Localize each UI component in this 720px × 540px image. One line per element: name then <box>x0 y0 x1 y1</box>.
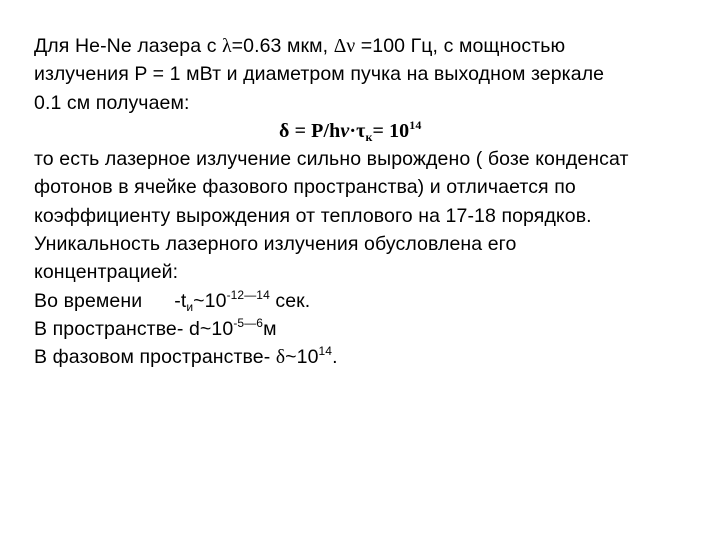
time-label: Во времени <box>34 289 143 312</box>
phase-unit: . <box>332 346 338 369</box>
intro-text-b: =0.63 мкм, <box>231 35 334 57</box>
space-concentration-line <box>34 315 704 343</box>
intro-line-1 <box>34 32 704 60</box>
explanation-line-1: то есть лазерное излучение сильно вырождено ( бозе конденсат <box>34 148 629 171</box>
explanation-line-2: фотонов в ячейке фазового пространства) и отличается по <box>34 176 576 199</box>
time-unit: сек. <box>269 289 311 312</box>
formula-tau: τ <box>356 119 366 142</box>
time-base: ~10 <box>193 289 227 312</box>
time-concentration-line <box>34 287 704 315</box>
time-exponent: -12—14 <box>226 287 270 302</box>
degeneracy-formula <box>34 117 704 145</box>
phase-exponent: 14 <box>318 344 333 359</box>
intro-line-2: излучения P = 1 мВт и диаметром пучка на выходном зеркале <box>34 63 605 86</box>
formula-exponent: 14 <box>409 117 422 132</box>
explanation-line-5: концентрацией: <box>34 261 179 284</box>
space-exponent: -5—6 <box>233 315 264 330</box>
explanation-line-4: Уникальность лазерного излучения обусловлена его <box>34 233 517 256</box>
slide-text <box>34 32 704 372</box>
phase-concentration-line <box>34 343 704 371</box>
phase-label: В фазовом пространстве- <box>34 346 276 369</box>
phase-delta-symbol: δ <box>275 347 286 369</box>
intro-text-c: =100 Гц, с мощностью <box>355 35 566 57</box>
explanation-line-3: коэффициенту вырождения от теплового на 17-18 порядков. <box>34 204 592 227</box>
formula-equals: = 10 <box>372 119 410 142</box>
phase-base: ~10 <box>285 346 319 369</box>
time-subscript: и <box>186 299 194 314</box>
lambda-symbol: λ <box>222 36 232 57</box>
intro-line-3: 0.1 см получаем: <box>34 91 190 114</box>
formula-lhs: δ = P/h <box>279 119 341 142</box>
formula-dot: · <box>349 119 357 142</box>
intro-text-a: Для He-Ne лазера с <box>34 35 223 57</box>
time-prefix: -t <box>174 289 187 312</box>
formula-nu: ν <box>340 119 350 142</box>
formula-tau-subscript: к <box>365 129 373 144</box>
space-label: В пространстве- d~10 <box>34 317 234 340</box>
delta-nu-symbol: Δν <box>333 36 356 57</box>
space-unit: м <box>263 317 277 340</box>
